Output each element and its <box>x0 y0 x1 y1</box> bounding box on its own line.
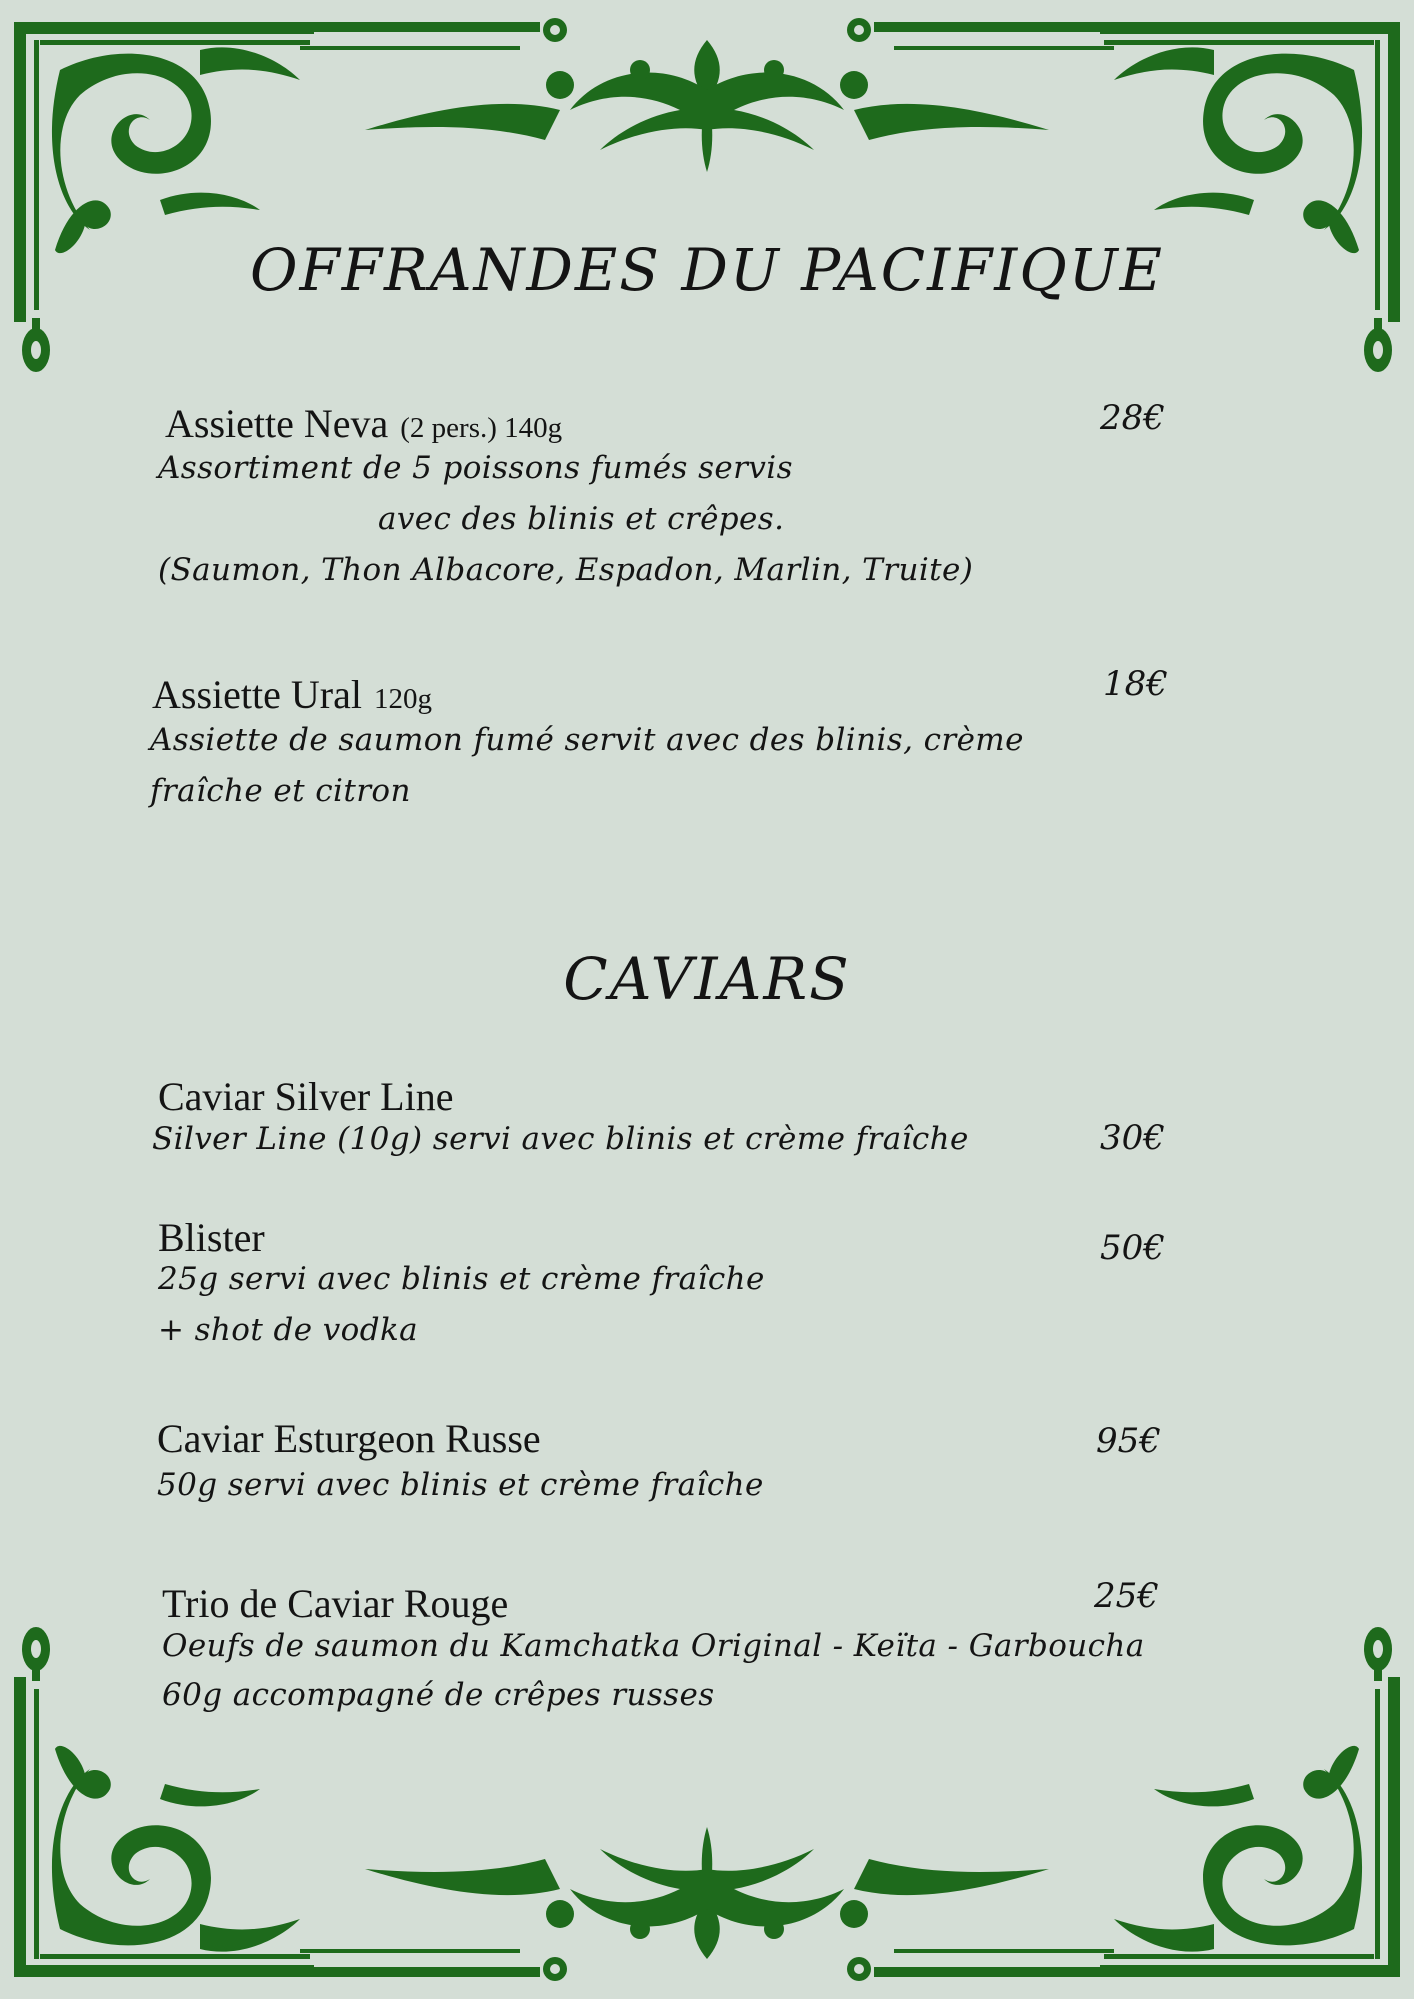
item-name-text: Assiette Ural <box>152 672 362 717</box>
menu-item-name: Trio de Caviar Rouge <box>162 1581 509 1626</box>
item-description-line: 25g servi avec blinis et crème fraîche <box>158 1261 765 1297</box>
item-description-line: Silver Line (10g) servi avec blinis et crème fraîche <box>152 1121 969 1157</box>
item-description-line: avec des blinis et crêpes. <box>378 501 785 537</box>
item-quantity: (2 pers.) 140g <box>400 412 563 444</box>
item-quantity: 120g <box>373 683 432 715</box>
item-price: 50€ <box>1100 1228 1165 1268</box>
item-price: 30€ <box>1100 1118 1165 1158</box>
menu-item-name <box>165 400 562 447</box>
item-description-line: fraîche et citron <box>150 773 411 809</box>
item-description-line: Oeufs de saumon du Kamchatka Original - Keïta - Garboucha <box>162 1628 1145 1664</box>
menu-item-name <box>152 671 432 718</box>
item-description-line: + shot de vodka <box>158 1312 419 1348</box>
section-title-caviars: CAVIARS <box>563 945 851 1013</box>
menu-item-name: Caviar Esturgeon Russe <box>157 1416 541 1461</box>
menu-item-name: Caviar Silver Line <box>158 1074 454 1119</box>
item-description-line: 50g servi avec blinis et crème fraîche <box>157 1467 764 1503</box>
item-price: 25€ <box>1094 1576 1159 1616</box>
item-description-line: Assortiment de 5 poissons fumés servis <box>158 450 793 486</box>
item-description-line: Assiette de saumon fumé servit avec des blinis, crème <box>150 722 1024 758</box>
item-price: 18€ <box>1103 664 1168 704</box>
item-description-line: 60g accompagné de crêpes russes <box>162 1677 715 1713</box>
item-price: 95€ <box>1096 1421 1161 1461</box>
item-name-text: Assiette Neva <box>165 401 389 446</box>
section-title-offrandes: OFFRANDES DU PACIFIQUE <box>250 236 1164 304</box>
item-price: 28€ <box>1100 398 1165 438</box>
item-description-line: (Saumon, Thon Albacore, Espadon, Marlin, Truite) <box>158 552 974 588</box>
menu-item-name: Blister <box>158 1215 265 1260</box>
